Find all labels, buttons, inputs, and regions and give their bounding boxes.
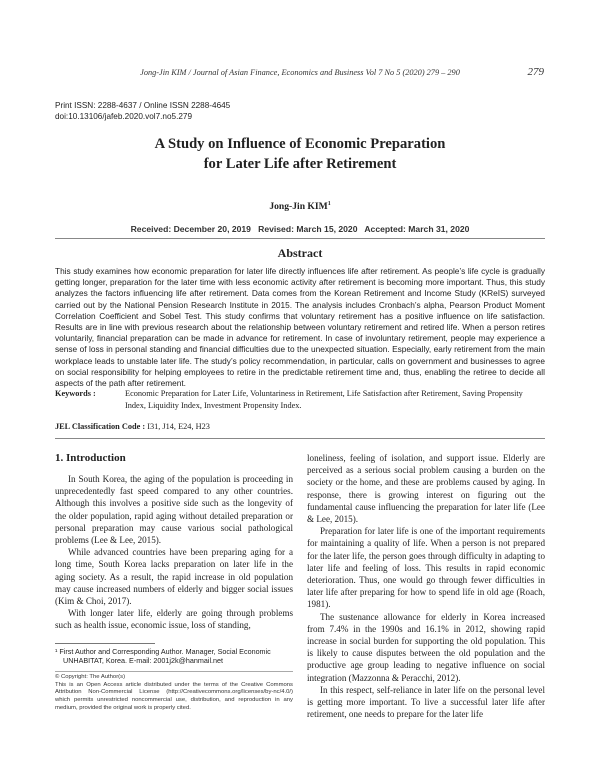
divider [55, 238, 545, 239]
issn-line: Print ISSN: 2288-4637 / Online ISSN 2288-4645 [55, 101, 231, 110]
submission-dates: Received: December 20, 2019 Revised: March 15, 2020 Accepted: March 31, 2020 [130, 224, 470, 234]
abstract-heading: Abstract [277, 246, 323, 260]
section-heading: 1. Introduction [55, 452, 126, 464]
author-name: Jong-Jin KIM [269, 201, 328, 213]
paragraph: The sustenance allowance for elderly in Korea increased from 7.4% in the 1990s and 16.1% in 2012, showing rapid increase in social burden for supporting the old population. This is likely to cause disputes between the old population and the productive age group leading to negative influence on social integration (Mazzonna & Peracchi, 2012). [307, 611, 545, 683]
divider [55, 438, 545, 439]
abstract-body: This study examines how economic preparation for later life directly influences life after retirement. As people’s life cycle is gradually getting longer, preparation for the later time with less economic activity after retirement is becoming more important. Thus, this study analyzes the factors influencing life after retirement. Data comes from the Korean Retirement and Income Study (KReIS) surveyed carried out by the National Pension Research Institute in 2015. The analysis includes Cronbach’s alpha, Pearson Product Moment Correlation Coefficient and Sobel Test. This study confirms that voluntary retirement has a positive influence on life satisfaction. Results are in line with previous research about the relationship between voluntary retirement and retired life. When a person retires voluntarily, financial preparation can be made in advance for retirement. In case of involuntary retirement, people may experience a sense of loss in personal standing and financial difficulties due to the unexpected situation. Especially, early retirement from the main workplace leads to unstable later life. The study’s policy recommendation, in particular, calls on government and businesses to agree on social responsibility for helping employees to retire in the predictable retirement time and, thus, enabling the retiree to decide all aspects of the path after retirement. [55, 266, 545, 389]
running-header: Jong-Jin KIM / Journal of Asian Finance, Economics and Business Vol 7 No 5 (2020) 279 – 290 [140, 68, 460, 77]
footnote-line: UNHABITAT, Korea. E-mail: 2001j2k@hanmail.net [63, 656, 224, 666]
issn-block [55, 100, 230, 122]
paragraph: In this respect, self-reliance in later life on the personal level is getting more important. To live a successful later life after retirement, one needs to prepare for the later life [307, 684, 545, 720]
paragraph: loneliness, feeling of isolation, and support issue. Elderly are perceived as a serious social problem causing a burden on the society or the home, and these are problems caused by aging. In response, there is growing interest on figuring out the fundamental cause influencing the preparation for later life (Lee & Lee, 2015). [307, 453, 545, 525]
paragraph: While advanced countries have been preparing aging for a long time, South Korea lacks preparation on later life in the aging society. As a result, the rapid increase in old population may cause increased numbers of elderly and bigger social issues (Kim & Choi, 2017). [55, 547, 293, 607]
license-text: This is an Open Access article distributed under the terms of the Creative Commons Attribution Non-Commercial License (http://Creativecommons.org/licenses/by-nc/4.0/) which permits unrestricted noncommercial use, distribution, and reproduction in any medium, provided the original work is properly cited. [55, 681, 293, 711]
paper-title [60, 134, 540, 174]
doi-line: doi:10.13106/jafeb.2020.vol7.no5.279 [55, 112, 193, 121]
title-line-1: A Study on Influence of Economic Preparation [154, 136, 446, 152]
paragraph: Preparation for later life is one of the important requirements for maintaining a quality of life. When a person is not prepared for the later life, the person goes through difficulty in adapting to later life and feeling of loss. This results in rapid economic deterioration. Thus, one would go through fewer difficulties in later life after preparing for how to spend life in old age (Roach, 1981). [307, 526, 545, 610]
author [0, 201, 600, 212]
right-column [307, 452, 545, 720]
copyright-line: © Copyright: The Author(s) [55, 674, 126, 680]
title-line-2: for Later Life after Retirement [203, 156, 397, 172]
paragraph: In South Korea, the aging of the population is proceeding in unprecedentedly fast speed compared to any other countries. Although this involves a positive side such as the longevity of the older population, rapid aging without detailed preparation or personal preparation may cause various social pathological problems (Lee & Lee, 2015). [55, 474, 293, 546]
page-number: 279 [527, 66, 544, 78]
author-footnote-mark: 1 [327, 201, 331, 207]
paragraph: With longer later life, elderly are going through problems such as health issue, economic issue, loss of standing, [55, 608, 293, 631]
keywords-label: Keywords : [55, 389, 96, 398]
footnote-line: ¹ First Author and Corresponding Author. Manager, Social Economic [55, 647, 271, 656]
keywords-text: Economic Preparation for Later Life, Voluntariness in Retirement, Life Satisfaction after Retirement, Saving Propensity Index, Liquidity Index, Investment Propensity Index. [125, 389, 523, 410]
keywords [55, 388, 545, 412]
copyright-notice [55, 674, 293, 713]
footnote-divider [55, 643, 155, 644]
left-column [55, 452, 293, 632]
copyright-divider [55, 671, 293, 672]
jel-label: JEL Classification Code : [55, 422, 146, 431]
jel-codes: I31, J14, E24, H23 [145, 422, 210, 431]
author-footnote [55, 647, 293, 665]
jel-classification [55, 422, 545, 431]
